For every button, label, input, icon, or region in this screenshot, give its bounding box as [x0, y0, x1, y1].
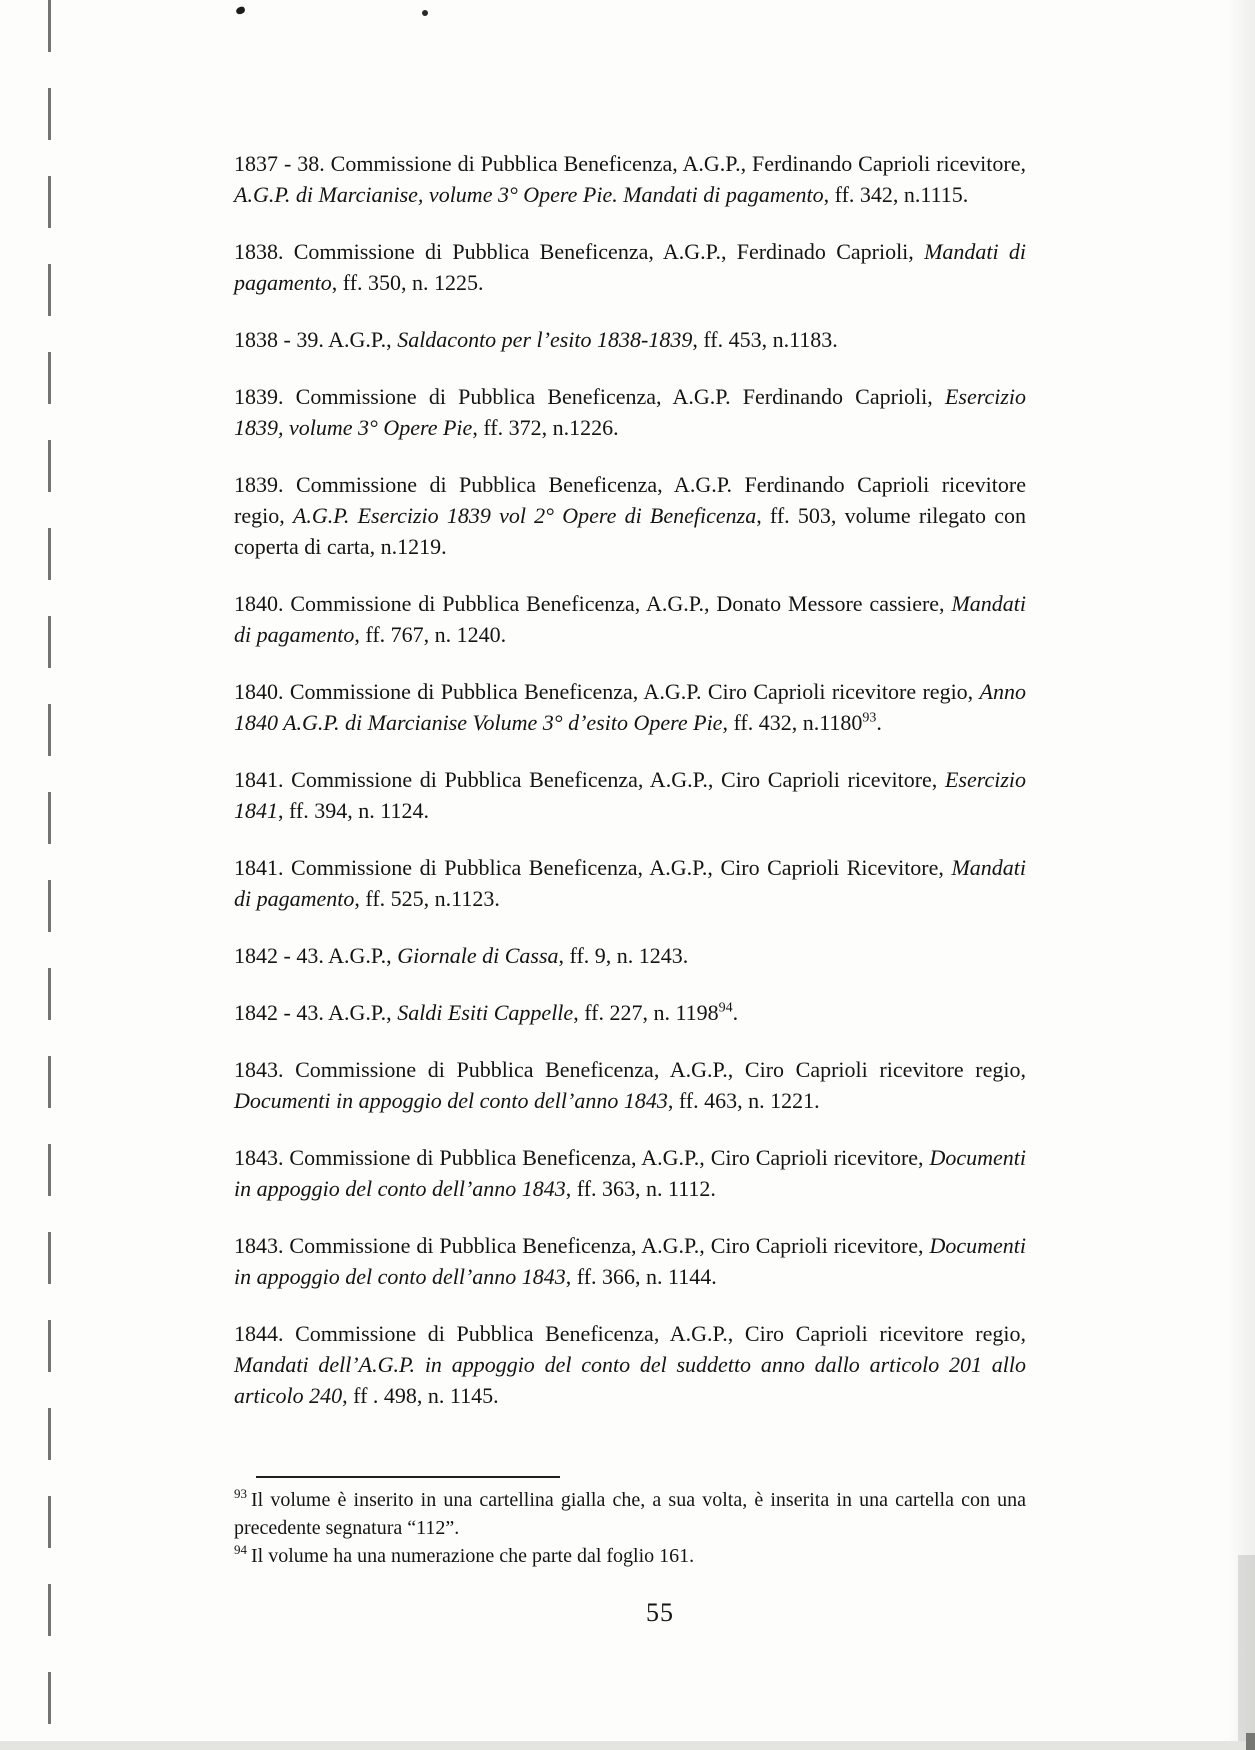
scan-speck — [235, 6, 246, 15]
footnote-text: Il volume è inserito in una cartellina gialla che, a sua volta, è inserita in una cartella con una precedente segnatura “112”. — [234, 1489, 1026, 1539]
left-margin-scan-artifact — [48, 0, 51, 1750]
footnote-separator-rule — [256, 1476, 560, 1478]
archive-entry — [234, 676, 1026, 738]
footnote-text: Il volume ha una numerazione che parte dal foglio 161. — [251, 1545, 695, 1567]
entry-text-italic: Documenti in appoggio del conto dell’anno 1843 — [234, 1233, 1026, 1289]
entry-text-roman: , ff. 503, volume rilegato con coperta di carta, n.1219. — [234, 503, 1027, 559]
entry-text-roman: 1838 - 39. A.G.P., — [234, 327, 398, 352]
archive-entry — [234, 1054, 1026, 1116]
entry-text-roman: 1841. Commissione di Pubblica Beneficenza, A.G.P., Ciro Caprioli ricevitore, — [234, 767, 945, 792]
entry-text-italic: A.G.P. Esercizio 1839 vol 2° Opere di Beneficenza — [292, 503, 757, 528]
footnote — [234, 1542, 1026, 1570]
entry-text-roman: 1842 - 43. A.G.P., — [234, 1000, 398, 1025]
entry-text-italic: Mandati di pagamento — [234, 855, 1026, 911]
page-edge-streak — [1238, 1555, 1255, 1750]
entry-text-roman: , ff. 767, n. 1240. — [354, 622, 507, 647]
entry-text-roman: , ff. 525, n.1123. — [354, 886, 500, 911]
entry-text-roman: 1844. Commissione di Pubblica Beneficenza, A.G.P., Ciro Caprioli ricevitore regio, — [234, 1321, 1026, 1346]
entry-text-roman: 1843. Commissione di Pubblica Beneficenza, A.G.P., Ciro Caprioli ricevitore regio, — [234, 1057, 1026, 1082]
archive-entry — [234, 997, 1026, 1028]
entry-text-roman: . — [732, 1000, 739, 1025]
entry-text-roman: , ff. 453, n.1183. — [692, 327, 838, 352]
archive-entry — [234, 1318, 1026, 1411]
entry-text-italic: Documenti in appoggio del conto dell’anno 1843 — [234, 1145, 1026, 1201]
entry-text-roman: 1841. Commissione di Pubblica Beneficenza, A.G.P., Ciro Caprioli Ricevitore, — [234, 855, 952, 880]
entry-text-roman: , ff. 363, n. 1112. — [565, 1176, 716, 1201]
entry-text-sup: 93 — [862, 710, 877, 726]
entry-text-roman: 1843. Commissione di Pubblica Beneficenza, A.G.P., Ciro Caprioli ricevitore, — [234, 1233, 930, 1258]
archive-entry — [234, 940, 1026, 971]
entry-text-roman: , ff . 498, n. 1145. — [342, 1383, 499, 1408]
entry-text-roman: , ff. 350, n. 1225. — [331, 270, 484, 295]
scan-speck — [422, 10, 428, 16]
archive-entry — [234, 469, 1026, 562]
archive-entry — [234, 1142, 1026, 1204]
entry-text-italic: Anno 1840 A.G.P. di Marcianise Volume 3° d’esito Opere Pie — [234, 679, 1026, 735]
entry-text-italic: Esercizio 1839, volume 3° Opere Pie — [234, 384, 1026, 440]
entry-text-roman: 1843. Commissione di Pubblica Beneficenza, A.G.P., Ciro Caprioli ricevitore, — [234, 1145, 930, 1170]
archive-entry — [234, 324, 1026, 355]
entry-text-roman: , ff. 372, n.1226. — [472, 415, 619, 440]
entry-text-roman: . — [876, 710, 882, 735]
entry-text-roman: 1840. Commissione di Pubblica Beneficenza, A.G.P. Ciro Caprioli ricevitore regio, — [234, 679, 980, 704]
archive-entry — [234, 588, 1026, 650]
footnotes-section — [234, 1486, 1026, 1570]
archive-entry — [234, 852, 1026, 914]
entry-text-roman: , ff. 9, n. 1243. — [558, 943, 689, 968]
bottom-right-scan-mark — [1246, 1733, 1255, 1750]
footnote-marker: 93 — [234, 1486, 247, 1502]
archive-entry — [234, 148, 1026, 210]
entry-text-italic: Saldi Esiti Cappelle — [397, 1000, 574, 1025]
entry-text-italic: Saldaconto per l’esito 1838-1839 — [397, 327, 693, 352]
entry-text-italic: A.G.P. di Marcianise, volume 3° Opere Pie. Mandati di pagamento — [234, 182, 824, 207]
entry-text-italic: Mandati dell’A.G.P. in appoggio del conto del suddetto anno dallo articolo 201 allo articolo 240 — [234, 1352, 1026, 1408]
entry-text-italic: Giornale di Cassa — [397, 943, 559, 968]
entry-text-italic: Mandati di pagamento — [234, 239, 1026, 295]
footnote — [234, 1486, 1026, 1542]
archive-entry — [234, 764, 1026, 826]
entry-text-roman: , ff. 227, n. 1198 — [573, 1000, 719, 1025]
entry-text-roman: 1840. Commissione di Pubblica Beneficenza, A.G.P., Donato Messore cassiere, — [234, 591, 952, 616]
entry-text-roman: , ff. 366, n. 1144. — [565, 1264, 717, 1289]
entry-text-sup: 94 — [718, 1000, 733, 1016]
entry-text-italic: Esercizio 1841 — [234, 767, 1026, 823]
entry-text-roman: 1838. Commissione di Pubblica Beneficenza, A.G.P., Ferdinado Caprioli, — [234, 239, 925, 264]
entry-text-roman: , ff. 342, n.1115. — [823, 182, 969, 207]
entry-text-roman: 1837 - 38. Commissione di Pubblica Beneficenza, A.G.P., Ferdinando Caprioli ricevitore, — [234, 151, 1026, 176]
archive-entry — [234, 381, 1026, 443]
entry-text-roman: 1839. Commissione di Pubblica Beneficenza, A.G.P. Ferdinando Caprioli, — [234, 384, 945, 409]
footnote-marker: 94 — [234, 1542, 247, 1558]
entry-text-roman: 1839. Commissione di Pubblica Beneficenza, A.G.P. Ferdinando Caprioli ricevitore regio, — [234, 472, 1026, 528]
entry-text-italic: Documenti in appoggio del conto dell’anno 1843 — [234, 1088, 668, 1113]
entry-text-roman: , ff. 463, n. 1221. — [667, 1088, 820, 1113]
entry-text-roman: 1842 - 43. A.G.P., — [234, 943, 398, 968]
entry-text-roman: , ff. 432, n.1180 — [722, 710, 863, 735]
entry-text-italic: Mandati di pagamento — [234, 591, 1026, 647]
page-edge-shading — [1227, 0, 1255, 1750]
page-number: 55 — [646, 1598, 674, 1627]
archive-entry — [234, 1230, 1026, 1292]
bottom-scan-edge — [0, 1741, 1255, 1750]
entry-text-roman: , ff. 394, n. 1124. — [278, 798, 429, 823]
archive-entry — [234, 236, 1026, 298]
inventory-entries-list — [234, 148, 1026, 1437]
